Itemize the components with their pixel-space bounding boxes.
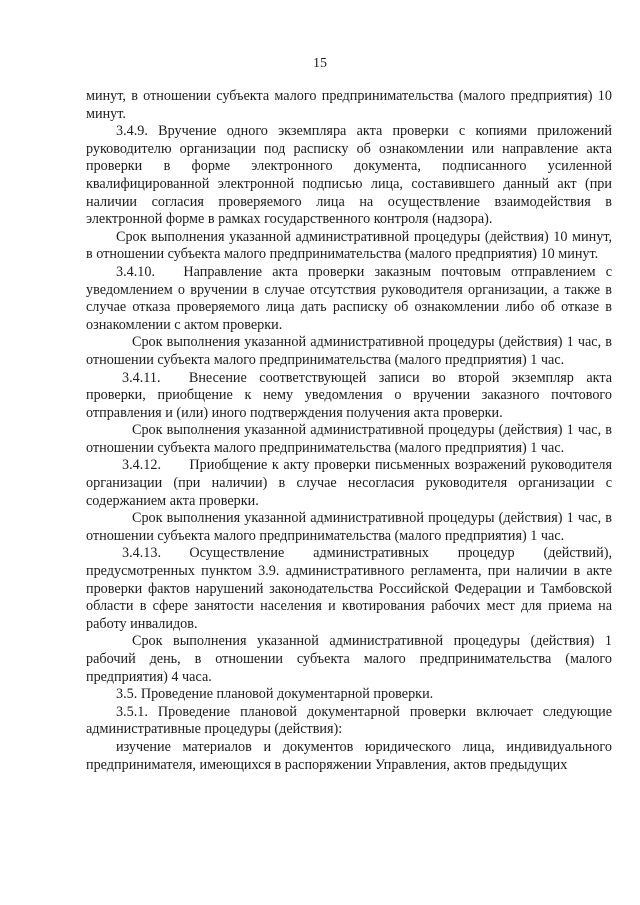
paragraph: Срок выполнения указанной административной процедуры (действия) 1 час, в отношении субъекта малого предпринимательства (малого предприятия) 1 час. xyxy=(86,422,612,456)
paragraph: 3.4.13. Осуществление административных процедур (действий), предусмотренных пунктом 3.9. административного регламента, при наличии в акте проверки фактов нарушений законодательства Российской Федерации и Тамбовской области в сфере занятости населения и квотирования рабочих мест для приема на работу инвалидов. xyxy=(86,545,612,632)
paragraph: изучение материалов и документов юридического лица, индивидуального предпринимателя, имеющихся в распоряжении Управления, актов предыдущих xyxy=(86,738,612,773)
paragraph: Срок выполнения указанной административной процедуры (действия) 1 рабочий день, в отношении субъекта малого предпринимательства (малого предприятия) 4 часа. xyxy=(86,633,612,685)
paragraph: 3.4.12. Приобщение к акту проверки письменных возражений руководителя организации (при наличии) в случае несогласия руководителя организации с содержанием акта проверки. xyxy=(86,457,612,509)
paragraph: 3.4.9. Вручение одного экземпляра акта проверки с копиями приложений руководителю организации под расписку об ознакомлении или направление акта проверки в форме электронного документа, подписанного усиленной квалифицированной электронной подписью лица, составившего данный акт (при наличии согласия проверяемого лица на осуществление взаимодействия в электронной форме в рамках государственного контроля (надзора). xyxy=(86,123,612,228)
paragraph: 3.4.10. Направление акта проверки заказным почтовым отправлением с уведомлением о вручении в случае отсутствия руководителя организации, а также в случае отказа проверяемого лица дать расписку об ознакомлении либо об отказе в ознакомлении с актом проверки. xyxy=(86,263,612,333)
page-number: 15 xyxy=(313,56,327,71)
paragraph: Срок выполнения указанной административной процедуры (действия) 1 час, в отношении субъекта малого предпринимательства (малого предприятия) 1 час. xyxy=(86,510,612,544)
paragraph: 3.4.11. Внесение соответствующей записи во второй экземпляр акта проверки, приобщение к нему уведомления о вручении заказного почтового отправления и (или) иного подтверждения получения акта проверки. xyxy=(86,369,612,421)
paragraph: минут, в отношении субъекта малого предпринимательства (малого предприятия) 10 минут. xyxy=(86,88,612,122)
paragraph: 3.5.1. Проведение плановой документарной проверки включает следующие административные процедуры (действия): xyxy=(86,703,612,738)
paragraph: Срок выполнения указанной административной процедуры (действия) 10 минут, в отношении субъекта малого предпринимательства (малого предприятия) 10 минут. xyxy=(86,228,612,263)
paragraph: Срок выполнения указанной административной процедуры (действия) 1 час, в отношении субъекта малого предпринимательства (малого предприятия) 1 час. xyxy=(86,334,612,368)
paragraph: 3.5. Проведение плановой документарной проверки. xyxy=(116,686,434,703)
document-body xyxy=(86,88,612,774)
